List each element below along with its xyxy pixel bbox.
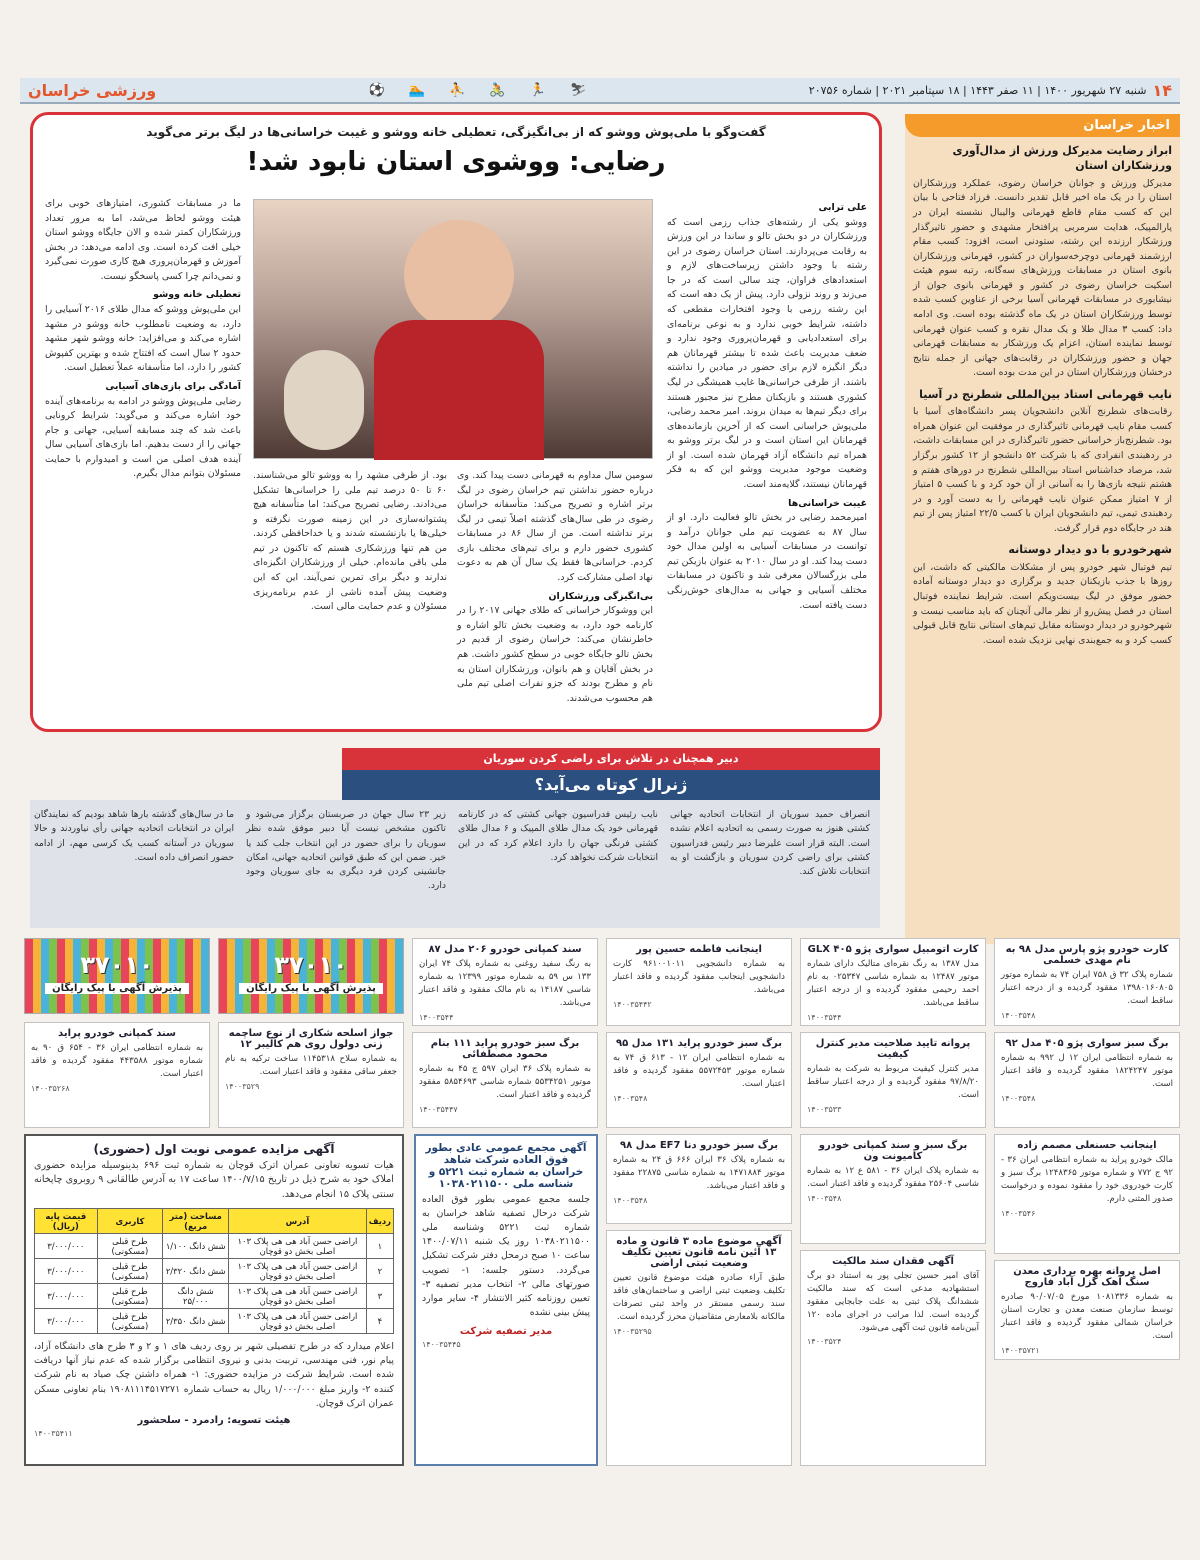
ad-box: سند کمپانی خودرو پراید به شماره انتظامی ایران ۳۶ - ۶۵۴ ق ۹۰ به شماره موتور ۴۴۳۵۸۸ مفقود گردیده و فاقد اعتبار است. ۱۴۰۰۳۵۲۶۸	[24, 1022, 210, 1128]
meeting-signature: مدیر تصفیه شرکت	[459, 1325, 553, 1337]
side-news-body: تیم فوتبال شهر خودرو پس از مشکلات مالکیتی که داشت، این روزها با جذب بازیکنان جدید و برگزاری دو دیدار دوستانه آماده حضور موفق در لیگ بیست‌ویکم است. شرایط نماینده فوتبال استان در فصل پیش‌رو از نظر مالی آنچنان که باید مناسب نیست و شهرخودرو در دیدار دوستانه مقابل تیم‌های استانی نتایج قابل قبولی کسب کرد و به جمع‌بندی نهایی نزدیک شده است.	[913, 561, 1172, 646]
article-column: انصراف حمید سوریان از انتخابات اتحادیه جهانی کشتی هنوز به صورت رسمی به اتحادیه اعلام نشده است. البته قرار است علیرضا دبیر رئیس فدراسیون کشتی برای راضی کردن سوریان و بازگشت او به انتخابات تلاش کند.	[670, 809, 870, 877]
subhead: غیبت خراسانی‌ها	[788, 497, 867, 509]
article-column: نایب رئیس فدراسیون جهانی کشتی که در کارنامه قهرمانی خود یک مدال طلای المپیک و ۶ مدال طلای کشتی فرنگی جهان را دارد اعلام کرد که در این انتخابات شرکت نخواهد کرد.	[458, 809, 658, 863]
sidebar-khorasan-news	[905, 114, 1180, 944]
side-news-title: نایب قهرمانی استاد بین‌المللی شطرنج در آسیا	[919, 387, 1172, 401]
article-column: سومین سال مداوم به قهرمانی دست پیدا کند. وی درباره حضور نداشتن تیم خراسان رضوی در لیگ برتر اشاره و تصریح می‌کند: متأسفانه خراسان رضوی در طی سال‌های گذشته اصلاً تیمی در لیگ برتر نداشته است. من از سال ۸۶ در مسابقات کشوری حضور دارم و برای تیم‌های مختلف بازی کردم. خراسانی‌ها فقط یک سال آن هم به دعوت نهاد اصلی مشارکت کرد. بی‌انگیزگی ورزشکاران این ووشوکار خراسانی که طلای جهانی ۲۰۱۷ را در کارنامه خود دارد، به وضعیت بخش تالو اشاره و خاطرنشان می‌کند: خراسان رضوی از قدیم در بخش تالو جایگاه خوبی در سطح کشور داشت. هم در بخش آقایان و هم بانوان، ورزشکاران استان به نام و مطرح بودند که جزو نفرات اصلی تیم ملی هم محسوب می‌شدند.	[457, 470, 654, 704]
table-row: ۲ اراضی حسن آباد هی هی پلاک ۱۰۳ اصلی بخش دو قوچان شش دانگ ۲/۳۲۰ طرح قبلی (مسکونی) ۳/۰۰۰/۰۰۰	[35, 1259, 394, 1284]
ad-box: جواز اسلحه شکاری از نوع ساچمه زنی دولول روی هم کالیبر ۱۲ به شماره سلاح ۱۱۴۵۳۱۸ ساخت ترکیه به نام جعفر ساقی مفقود و فاقد اعتبار است. ۱۴۰۰۳۵۲۹	[218, 1022, 404, 1128]
ad-box: کارت خودرو پژو پارس مدل ۹۸ به نام مهدی خسلمی شماره پلاک ۳۲ ق ۷۵۸ ایران ۷۴ به شماره موتور ۱۳۹۸۰۱۶۰۸۰۵ مفقود گردیده و از درجه اعتبار ساقط است. ۱۴۰۰۳۵۴۸	[994, 938, 1180, 1026]
article-column: ما در سال‌های گذشته بارها شاهد بودیم که نمایندگان ایران در انتخابات اتحادیه جهانی رأی نیاوردند و حالا سوریان در آستانه کسب یک کرسی مهم، از ادامه حضور انصراف داده است.	[34, 809, 234, 863]
page-number: ۱۴	[1152, 80, 1172, 100]
ad-box: اینجانب فاطمه حسین پور به شماره دانشجویی ۹۶۱۰۰۱۰۱۱ کارت دانشجویی اینجانب مفقود گردیده و فاقد اعتبار می‌باشد. ۱۴۰۰۳۵۴۴۲	[606, 938, 792, 1026]
table-row: ۳ اراضی حسن آباد هی هی پلاک ۱۰۳ اصلی بخش دو قوچان شش دانگ ۲۵/۰۰۰ طرح قبلی (مسکونی) ۳/۰۰۰/۰۰۰	[35, 1284, 394, 1309]
side-news-title: ابراز رضایت مدیرکل ورزش از مدال‌آوری ورزشکاران استان	[952, 144, 1172, 173]
auction-notice: آگهی مزایده عمومی نوبت اول (حضوری) هیات تسویه تعاونی عمران اترک قوچان به شماره ثبت ۶۹۶ بدینوسیله مزایده حضوری املاک خود به شرح ذیل در تاریخ ۱۴۰۰/۷/۱۵ ساعت ۱۷ به آدرس طالقانی ۹ روبروی چاپخانه سنتی پلاک ۱۵ انجام می‌دهد. ردیف آدرس مساحت (متر مربع) کاربری قیمت پایه (ریال) ۱ اراضی حسن آباد هی هی پلاک ۱۰۳ اصلی بخش دو قوچان شش دانگ ۱/۱۰۰ طرح قبلی (مسکونی) ۳/۰۰۰/۰۰۰ ۲ اراضی حسن آباد هی هی پلاک ۱۰۳ اصلی بخش دو قوچان شش دانگ ۲/۳۲۰ طرح قبلی (مسکونی) ۳/۰۰۰/۰۰۰ ۳ اراضی حسن آباد هی هی پلاک ۱۰۳ اصلی بخش دو قوچان شش دانگ ۲۵/۰۰۰ طرح قبلی (مسکونی) ۳/۰۰۰/۰۰۰ ۴ اراضی حسن آباد هی هی پلاک ۱۰۳ اصلی بخش دو قوچان شش دانگ ۲/۳۵۰ طرح قبلی (مسکونی) ۳/۰۰۰/۰۰۰ اعلام میدارد که در طرح تفصیلی شهر بر روی ردیف های ۱ و ۲ و ۳ طرح های دانشگاه آزاد، پیام نور، فنی مهندسی، تربیت بدنی و نیروی انتظامی برگزار شده که عدم نیاز آنها دریافت شده است. شرایط شرکت در مزایده حضوری: ۱- همراه داشتن چک صیاد به نام شرکت کننده ۲- واریز مبلغ ۱/۰۰۰/۰۰۰ ریال به حساب شماره ۱۹۰۸۱۱۱۴۵۱۷۲۷۱ بنام تعاونی مسکن عمران اترک قوچان. هیئت تسویه: رادمرد - سلحشور ۱۴۰۰۳۵۴۱۱	[24, 1134, 404, 1466]
table-row: ۱ اراضی حسن آباد هی هی پلاک ۱۰۳ اصلی بخش دو قوچان شش دانگ ۱/۱۰۰ طرح قبلی (مسکونی) ۳/۰۰۰/۰۰۰	[35, 1234, 394, 1259]
auction-intro: هیات تسویه تعاونی عمران اترک قوچان به شماره ثبت ۶۹۶ بدینوسیله مزایده حضوری املاک خود به شرح ذیل در تاریخ ۱۴۰۰/۷/۱۵ ساعت ۱۷ به آدرس طالقانی ۹ روبروی چاپخانه سنتی پلاک ۱۵ انجام می‌دهد.	[34, 1160, 394, 1200]
auction-body: اعلام میدارد که در طرح تفصیلی شهر بر روی ردیف های ۱ و ۲ و ۳ طرح های دانشگاه آزاد، پیام نور، فنی مهندسی، تربیت بدنی و نیروی انتظامی برگزار شده که عدم نیاز آنها دریافت شده است. شرایط شرکت در مزایده حضوری: ۱- همراه داشتن چک صیاد به نام شرکت کننده ۲- واریز مبلغ ۱/۰۰۰/۰۰۰ ریال به حساب شماره ۱۹۰۸۱۱۱۴۵۱۷۲۷۱ بنام تعاونی مسکن عمران اترک قوچان.	[34, 1341, 394, 1409]
ad-box: پروانه تایید صلاحیت مدیر کنترل کیفیت مدیر کنترل کیفیت مربوط به شرکت به شماره ۹۷/۸/۲۰ مفقود گردیده و از درجه اعتبار ساقط است. ۱۴۰۰۳۵۳۳	[800, 1032, 986, 1128]
meeting-notice: آگهی مجمع عمومی عادی بطور فوق العاده شرکت شاهد خراسان به شماره ثبت ۵۲۲۱ و شناسه ملی ۱۰۳۸۰۲۱۱۵۰۰ جلسه مجمع عمومی بطور فوق العاده شرکت درحال تصفیه شاهد خراسان به شماره ثبت ۵۲۲۱ وشناسه ملی ۱۰۳۸۰۲۱۱۵۰۰ روز یک شنبه ۱۴۰۰/۰۷/۱۱ ساعت ۱۰ صبح درمحل دفتر شرکت تشکیل می‌گردد. دستور جلسه: ۱- تصویب صورتهای مالی ۲- انتخاب مدیر تصفیه ۳- تعیین روزنامه کثیر الانتشار ۴- سایر موارد پیش بینی نشده مدیر تصفیه شرکت ۱۴۰۰۳۵۴۴۵	[414, 1134, 598, 1466]
side-news-body: مدیرکل ورزش و جوانان خراسان رضوی، عملکرد ورزشکاران استان را در یک ماه اخیر قابل تقدیر دانست. فرزاد فتاحی با بیان این که کسب مقام قاطع قهرمانی والیبال نشسته ایران در پارالمپیک، هدایت سرمربی پرافتخار مشهدی و حضور تاثیرگذار ورزشکار ارزنده این رشته، ستودنی است، افزود: کسب مقام ارزشمند قهرمانی دوچرخه‌سواران در کشور، قهرمانی ورزشکاران بانوی استان در مسابقات ورزش‌های سه‌گانه، رتبه سوم هیئت اسکیت خراسان رضوی در کشور و قهرمانی بانوی جوان از نیشابوری در مسابقات قهرمانی آسیا برخی از عناوین کسب شده توسط ورزشکاران استان در یک ماه گذشته بوده است. وی ادامه داد: کسب ۳ مدال طلا و یک مدال نقره و کسب عنوان قهرمانی توسط نماینده استان، اعزام یک ورزشکار به مسابقات قهرمانی جهان و حضور ورزشکاران در رقابت‌های جهانی از جمله نتایج درخشان ورزشکاران استان در این مدت بوده است.	[913, 177, 1172, 379]
ad-box: برگ سبز خودرو دنا EF7 مدل ۹۸ به شماره پلاک ۳۶ ایران ۶۶۶ ق ۲۴ به شماره موتور ۱۴۷۱۸۸۴ به شماره شاسی ۲۲۸۷۵ مفقود و فاقد اعتبار می‌باشد. ۱۴۰۰۳۵۴۸	[606, 1134, 792, 1224]
sidebar-title: اخبار خراسان	[905, 114, 1180, 137]
issue-date: شنبه ۲۷ شهریور ۱۴۰۰ | ۱۱ صفر ۱۴۴۳ | ۱۸ سپتامبر ۲۰۲۱ | شماره ۲۰۷۵۶	[808, 83, 1147, 97]
ad-box: برگ سبز خودرو پراید ۱۱۱ بنام محمود مصطفائی به شماره پلاک ۳۶ ایران ۵۹۷ ج ۴۵ به شماره موتور ۵۵۳۴۲۵۱ شماره شاسی ۵۸۵۴۶۹۳ مفقود گردیده و فاقد اعتبار است. ۱۴۰۰۳۵۴۴۷	[412, 1032, 598, 1128]
ad-box: برگ سبز و سند کمپانی خودرو کامیونت ون به شماره پلاک ایران ۳۶ - ۵۸۱ ع ۱۲ به شماره شاسی ۲۵۶۰۴ مفقود گردیده و فاقد اعتبار است. ۱۴۰۰۳۵۴۸	[800, 1134, 986, 1244]
side-news-title: شهرخودرو با دو دیدار دوستانه	[1008, 543, 1172, 557]
table-row: ۴ اراضی حسن آباد هی هی پلاک ۱۰۳ اصلی بخش دو قوچان شش دانگ ۲/۳۵۰ طرح قبلی (مسکونی) ۳/۰۰۰/۰۰۰	[35, 1309, 394, 1334]
jacket-shape	[374, 320, 544, 460]
auction-table: ردیف آدرس مساحت (متر مربع) کاربری قیمت پایه (ریال) ۱ اراضی حسن آباد هی هی پلاک ۱۰۳ اصلی بخش دو قوچان شش دانگ ۱/۱۰۰ طرح قبلی (مسکونی) ۳/۰۰۰/۰۰۰ ۲ اراضی حسن آباد هی هی پلاک ۱۰۳ اصلی بخش دو قوچان شش دانگ ۲/۳۲۰ طرح قبلی (مسکونی) ۳/۰۰۰/۰۰۰ ۳ اراضی حسن آباد هی هی پلاک ۱۰۳ اصلی بخش دو قوچان شش دانگ ۲۵/۰۰۰ طرح قبلی (مسکونی) ۳/۰۰۰/۰۰۰ ۴ اراضی حسن آباد هی هی پلاک ۱۰۳ اصلی بخش دو قوچان شش دانگ ۲/۳۵۰ طرح قبلی (مسکونی) ۳/۰۰۰/۰۰۰	[34, 1208, 394, 1334]
dateline	[809, 81, 1172, 100]
ad-box: آگهی فقدان سند مالکیت آقای امیر حسین تجلی پور به استناد دو برگ استشهادیه مدعی است که سند مالکیت ششدانگ پلاک ثبتی به علت جابجایی مفقود گردیده است. لذا مراتب در اجرای ماده ۱۲۰ آیین‌نامه قانون ثبت آگهی می‌شود. ۱۴۰۰۳۵۲۴	[800, 1250, 986, 1466]
second-kicker: دبیر همچنان در تلاش برای راضی کردن سوریان	[342, 748, 880, 770]
sports-icons: ⚽ 🏊 ⛹ 🚴 🏃 ⛷	[368, 82, 597, 98]
ad-box: اصل پروانه بهره برداری معدن سنگ آهک گزل آباد فاروج به شماره ۱۰۸۱۳۳۶ مورخ ۹۰/۰۷/۰۵ صادره توسط سازمان صنعت معدن و تجارت استان خراسان شمالی مفقود گردیده و فاقد اعتبار است. ۱۴۰۰۳۵۷۲۱	[994, 1260, 1180, 1360]
classified-ads	[20, 938, 1180, 1538]
ad-box: کارت اتومبیل سواری پژو ۴۰۵ GLX مدل ۱۳۸۷ به رنگ نقره‌ای متالیک دارای شماره موتور ۱۲۴۸۷ به شماره شاسی ۰۲۵۳۴۷ به نام احمد رحیمی مفقود گردیده و از درجه اعتبار ساقط می‌باشد. ۱۴۰۰۳۵۴۴	[800, 938, 986, 1026]
second-headline: ژنرال کوتاه می‌آید؟	[342, 770, 880, 800]
ad-box: آگهی موضوع ماده ۳ قانون و ماده ۱۳ آئین نامه قانون تعیین تکلیف وضعیت ثبتی اراضی طبق آراء صادره هیئت موضوع قانون تعیین تکلیف وضعیت ثبتی اراضی و ساختمان‌های فاقد سند رسمی مستقر در واحد ثبتی تصرفات مالکانه بلامعارض متقاضیان محرز گردیده است. ۱۴۰۰۳۵۲۹۵	[606, 1230, 792, 1466]
promo-banner: ۳۷۰۱۰ پذیرش آگهی با پیک رایگان	[24, 938, 210, 1014]
ad-box: برگ سبز سواری پژو ۴۰۵ مدل ۹۲ به شماره انتظامی ایران ۱۲ ل ۹۹۲ به شماره موتور ۱۸۲۴۲۴۷ مفقود گردیده و فاقد اعتبار است. ۱۴۰۰۳۵۴۸	[994, 1032, 1180, 1128]
subhead: بی‌انگیزگی ورزشکاران	[548, 590, 653, 602]
article-column: علی ترابی ووشو یکی از رشته‌های جذاب رزمی است که ورزشکاران در دو بخش تالو و ساندا در این ورزش به رقابت می‌پردازند. استان خراسان رضوی در این رشته با وجود داشتن زیرساخت‌های لازم و استعدادهای فراوان، چند سالی است که در جا می‌زند و روند نزولی دارد. پیش از یک دهه است که این رشته رزمی با وجود افتخارات مقطعی که داشته، شرایط خوبی ندارد و به نوعی برنامه‌ای برای استعدادیابی و قهرمان‌پروری وجود ندارد و ضعف مدیریت باعث شده تا بیشتر قهرمانان هم دیگر انگیزه لازم برای حضور در میادین را نداشته باشند. از طرفی خراسانی‌ها غایب همیشگی در لیگ کشوری هستند و بازیکنان مطرح نیز مجبور هستند برای دیگر تیم‌ها به میدان بروند. امیر محمد رضایی، ملی‌پوش خراسانی است که از آخرین بازمانده‌های قهرمانان این استان است و در لیگ برتر ووشو به همراه تیم دانشگاه آزاد قهرمان شده است. او از وضعیت موجود مدیریت ووشو این که به فکر قهرمانان نیستند، گلایه‌مند است. غیبت خراسانی‌ها امیرمحمد رضایی در بخش تالو فعالیت دارد. او از سال ۸۷ به عضویت تیم ملی جوانان درآمد و توانست در مسابقات آسیایی به اولین مدال خود دست پیدا کند. او در سال ۲۰۱۰ به عنوان بازیکن تیم ملی بزرگسالان معرفی شد و تاکنون در مسابقات مختلف آسیایی و جهانی به مدال‌های خوش‌رنگی دست یافته است.	[667, 202, 867, 611]
second-article	[30, 800, 880, 928]
ad-box: سند کمپانی خودرو ۲۰۶ مدل ۸۷ به رنگ سفید روغنی به شماره پلاک ۷۴ ایران ۱۳۳ س ۵۹ به شماره موتور ۱۲۳۹۹ به شماره شاسی ۱۴۱۸۷ به نام مالک مفقود و فاقد اعتبار می‌باشد. ۱۴۰۰۳۵۴۴	[412, 938, 598, 1026]
subhead: تعطیلی خانه ووشو	[153, 289, 241, 301]
article-column: ما در مسابقات کشوری، امتیازهای خوبی برای هیئت ووشو لحاظ می‌شد، اما به مرور تعداد ورزشکاران کمتر شده و الان جایگاه ووشو استان خیلی افت کرده است. وی ادامه می‌دهد: در بخش آموزش و قهرمان‌پروری هیچ کاری صورت نمی‌گیرد و نمی‌دانم چرا کسی پاسخگو نیست. تعطیلی خانه ووشو این ملی‌پوش ووشو که مدال طلای ۲۰۱۶ آسیایی را دارد، به وضعیت نامطلوب خانه ووشو در مشهد اشاره می‌کند و می‌افزاید: خانه ووشو شهر مشهد حدود ۲ سال است که افتتاح شده و بهترین کفپوش کشور را دارد، اما متأسفانه عملاً تعطیل است. آمادگی برای بازی‌های آسیایی رضایی ملی‌پوش ووشو در ادامه به برنامه‌های آینده خود اشاره می‌کند و می‌گوید: شرایط کرونایی باعث شد که چند مسابقه آسیایی، جهانی و جام جهانی را از دست بدهیم. اما بازی‌های آسیایی سال آینده هدف اصلی من است و امیدوارم با حمایت مسئولان بتوانم مدال بگیرم.	[45, 198, 242, 480]
promo-banner: ۳۷۰۱۰ پذیرش آگهی با پیک رایگان	[218, 938, 404, 1014]
ad-box: برگ سبز خودرو پراید ۱۳۱ مدل ۹۵ به شماره انتظامی ایران ۱۲ - ۶۱۳ ق ۷۴ به شماره موتور ۵۵۷۲۴۵۳ مفقود گردیده و فاقد اعتبار است. ۱۴۰۰۳۵۴۸	[606, 1032, 792, 1128]
page-header	[20, 78, 1180, 104]
article-column: بود. از طرفی مشهد را به ووشو تالو می‌شناسند. ۶۰ تا ۵۰ درصد تیم ملی را خراسانی‌ها تشکیل می‌دادند. رضایی تصریح می‌کند: اما متأسفانه هیچ پشتوانه‌سازی در این زمینه صورت نگرفته و خیلی‌ها یا بازنشسته شدند و یا خداحافظی کردند. من هم تنها ورزشکاری هستم که تاکنون در تیم ملی باقی مانده‌ام. خیلی از ورزشکاران انگیزه‌ای ندارند و دیگر برای تمرین نمی‌آیند. این که این وضعیت پیش آمده ناشی از عدم برنامه‌ریزی مسئولان و عدم حمایت مالی است.	[253, 470, 447, 613]
face-shape	[404, 220, 514, 330]
subhead: آمادگی برای بازی‌های آسیایی	[105, 380, 241, 392]
auction-signature: هیئت تسویه: رادمرد - سلحشور	[137, 1414, 291, 1426]
article-column: زیر ۲۳ سال جهان در صربستان برگزار می‌شود و تاکنون مشخص نیست آیا دبیر موفق شده نظر سوریان را برای حضور در این انتخاب جلب کند یا خیر. ضمن این که طبق قوانین اتحادیه جهانی، امکان جانشینی کردن فرد دیگری به جای سوریان وجود دارد.	[246, 809, 446, 892]
article-kicker: گفت‌وگو با ملی‌پوش ووشو که از بی‌انگیزگی، تعطیلی خانه ووشو و غیبت خراسانی‌ها در لیگ برتر می‌گوید	[146, 125, 766, 139]
author-byline: علی ترابی	[818, 202, 867, 213]
ad-box: اینجانب حسنعلی مصمم زاده مالک خودرو پراید به شماره انتظامی ایران ۳۶ - ۹۲ ج ۷۷۲ و شماره موتور ۱۲۴۸۳۶۵ برگ سبز و کارت خودروی خود را مفقود نموده و درخواست صدور المثنی دارم. ۱۴۰۰۳۵۴۶	[994, 1134, 1180, 1254]
main-article	[30, 112, 882, 732]
side-news-body: رقابت‌های شطرنج آنلاین دانشجویان پسر دانشگاه‌های آسیا با کسب مقام نایب قهرمانی تاثیرگذاری در موفقیت این عنوان همراه بود. شطرنج‌باز خراسانی حضور تاثیرگذاری در این مسابقات داشت، در ردهبندی انفرادی که با شرکت ۵۲ دانشجو از ۱۲ کشور برگزار شد، مرصاد خداشناس استاد بین‌المللی شطرنج در دورهای هفتم و هشتم نتیجه بازی‌ها را به آسانی از آن خود کرد و با کسب ۵ امتیاز از ۷ امتیاز ممکن عنوان نایب قهرمانی را به دست آورد و در ردهبندی تیمی، تیم دانشجویان ایران با کسب ۲۲/۵ امتیاز پس از تیم هند در جایگاه دوم قرار گرفت.	[913, 406, 1173, 534]
mascot-shape	[284, 350, 364, 450]
athlete-photo	[253, 199, 653, 459]
article-headline: رضایی: ووشوی استان نابود شد!	[246, 147, 666, 177]
auction-title: آگهی مزایده عمومی نوبت اول (حضوری)	[93, 1142, 335, 1156]
section-logo: ورزشی خراسان	[28, 80, 157, 100]
